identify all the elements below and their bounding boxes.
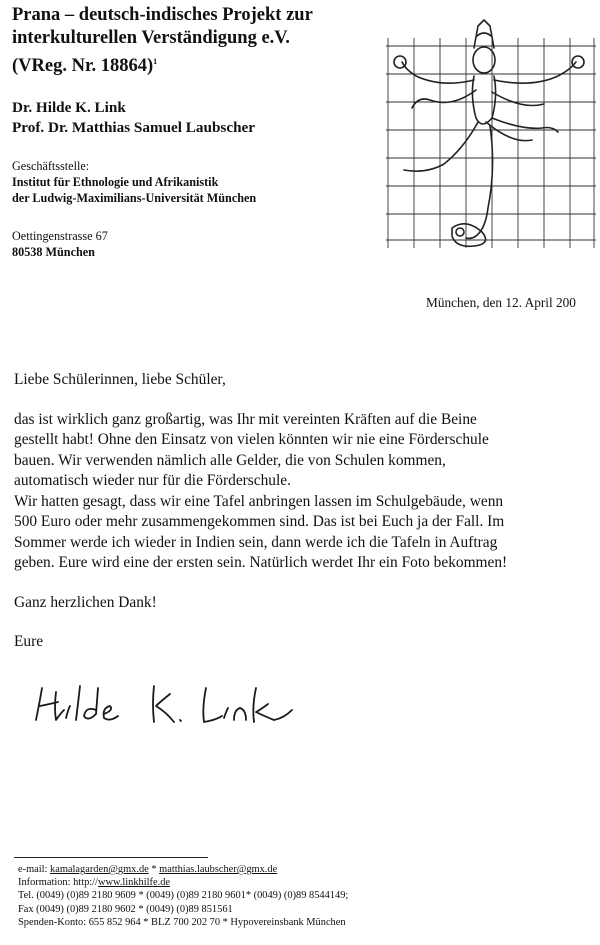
street-address	[12, 228, 108, 260]
letter-line: Wir hatten gesagt, dass wir eine Tafel anbringen lassen im Schulgebäude, wenn	[14, 492, 504, 510]
info-label: Information: http://	[18, 877, 98, 889]
office-address	[12, 158, 392, 206]
letter-line: automatisch wieder nur für die Förderschule.	[14, 472, 291, 489]
director-name: Prof. Dr. Matthias Samuel Laubscher	[12, 119, 255, 136]
organization-title	[12, 4, 382, 78]
dancing-shiva-emblem	[382, 18, 598, 256]
email-line	[18, 863, 598, 876]
bank-account-line: Spenden-Konto: 655 852 964 * BLZ 700 202 70 * Hypovereinsbank München	[18, 916, 346, 928]
letter-body	[14, 370, 600, 653]
fax-line: Fax (0049) (0)89 2180 9602 * (0049) (0)89 851561	[18, 903, 233, 915]
letter-line: geben. Eure wird eine der ersten sein. Natürlich werdet Ihr ein Foto bekommen!	[14, 554, 508, 571]
website-link[interactable]: www.linkhilfe.de	[97, 877, 170, 889]
directors-block	[12, 98, 392, 138]
email-link[interactable]: matthias.laubscher@gmx.de	[159, 864, 278, 875]
email-separator: *	[148, 864, 160, 875]
closing-line: Eure	[14, 633, 44, 650]
letter-line: bauen. Wir verwenden nämlich alle Gelder, die von Schulen kommen,	[14, 451, 446, 469]
institute-name: Institut für Ethnologie und Afrikanistik	[12, 175, 219, 189]
email-label: e-mail:	[18, 864, 51, 875]
telephone-line: Tel. (0049) (0)89 2180 9609 * (0049) (0)89 2180 9601* (0049) (0)89 8544149;	[18, 890, 349, 902]
footnote-divider	[14, 857, 208, 858]
salutation: Liebe Schülerinnen, liebe Schüler,	[14, 371, 226, 388]
postcode-city: 80538 München	[12, 245, 95, 259]
letter-line: das ist wirklich ganz großartig, was Ihr mit vereinten Kräften auf die Beine	[14, 410, 477, 428]
handwritten-signature	[30, 680, 300, 740]
footnote-marker: 1	[153, 57, 158, 66]
letter-line: gestellt habt! Ohne den Einsatz von vielen könnten wir nie eine Förderschule	[14, 431, 489, 448]
university-name: der Ludwig-Maximilians-Universität München	[12, 191, 257, 205]
letter-line: Sommer werde ich wieder in Indien sein, dann werde ich die Tafeln in Auftrag	[14, 533, 498, 551]
director-name: Dr. Hilde K. Link	[12, 99, 126, 116]
email-link[interactable]: kamalagarden@gmx.de	[50, 864, 149, 875]
info-line	[18, 876, 598, 889]
office-label: Geschäftsstelle:	[12, 159, 90, 173]
place-and-date: München, den 12. April 200	[426, 295, 576, 310]
org-title-line-2: interkulturellen Verständigung e.V.	[12, 28, 290, 48]
footer-contact	[18, 863, 598, 929]
letter-line: 500 Euro oder mehr zusammengekommen sind. Das ist bei Euch ja der Fall. Im	[14, 513, 505, 530]
org-title-line-1: Prana – deutsch-indisches Projekt zur	[12, 5, 313, 25]
thanks-line: Ganz herzlichen Dank!	[14, 593, 157, 611]
street-line: Oettingenstrasse 67	[12, 229, 108, 243]
org-title-line-3: (VReg. Nr. 18864)	[12, 56, 154, 76]
letter-paragraph	[14, 410, 600, 574]
